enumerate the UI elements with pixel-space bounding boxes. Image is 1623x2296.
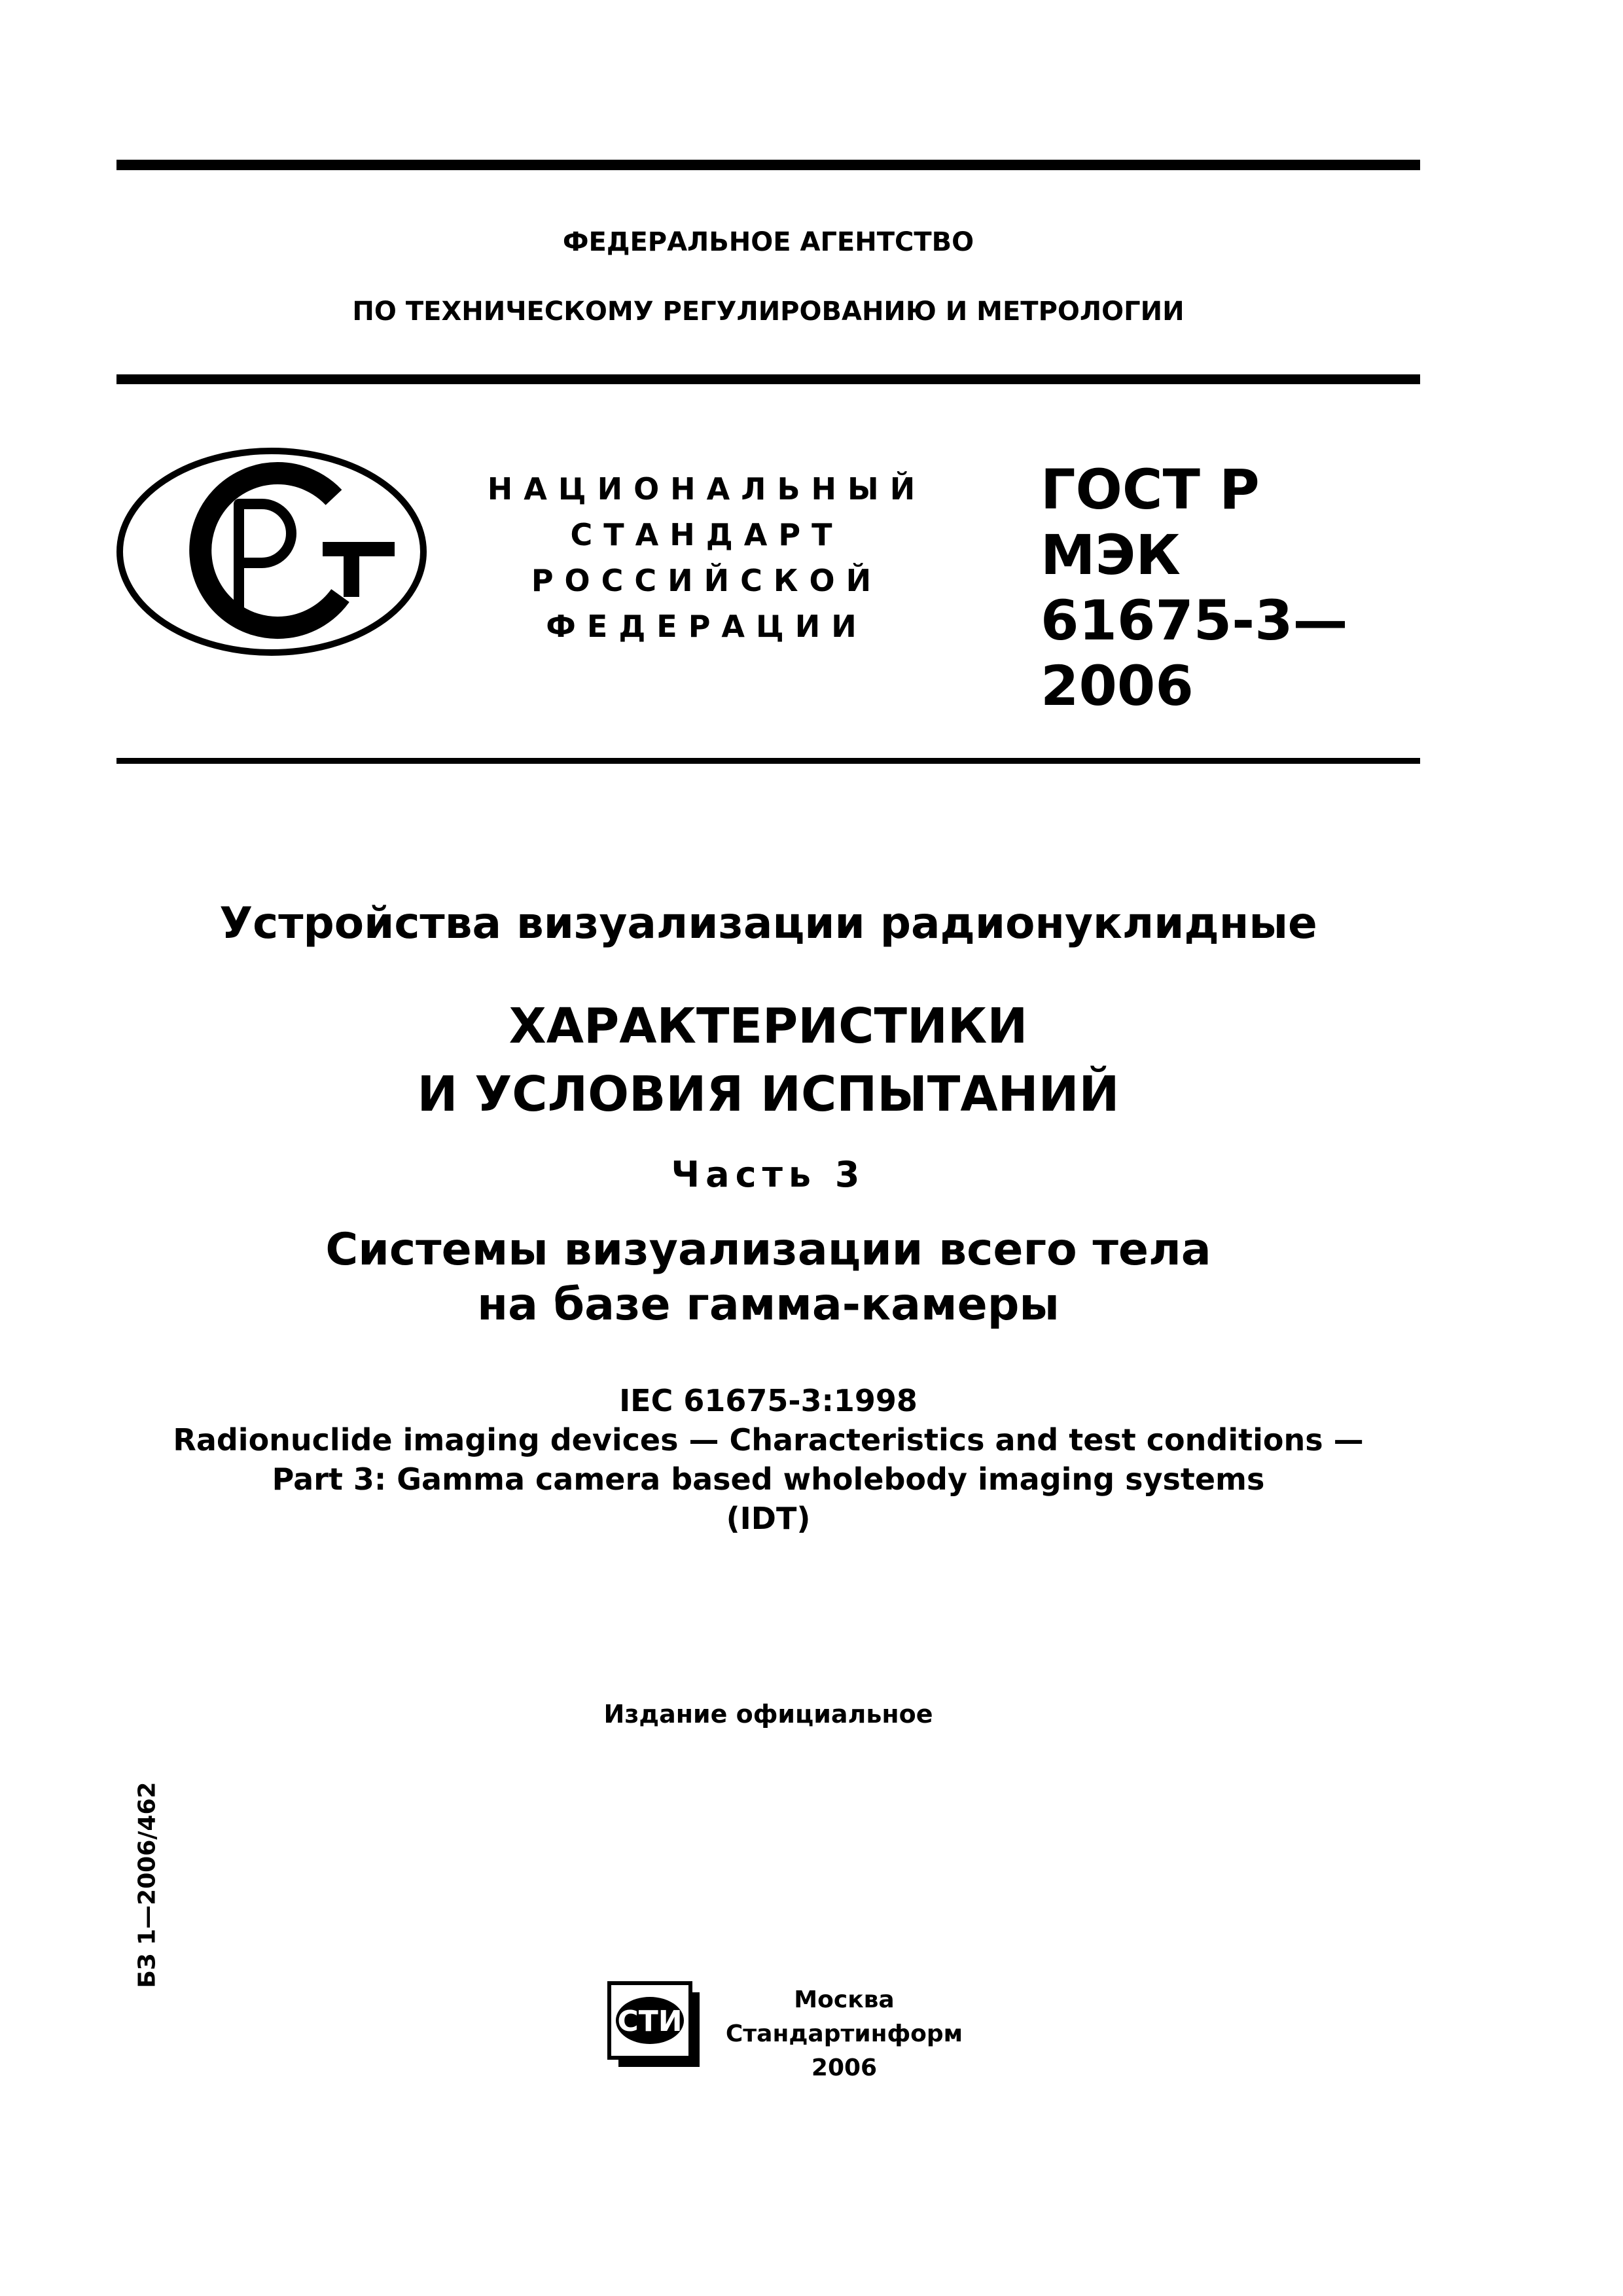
svg-text:СТИ: СТИ xyxy=(617,2005,683,2038)
standard-designation xyxy=(1041,457,1407,719)
gost-r-logo-icon xyxy=(115,444,429,660)
header-rule xyxy=(116,374,1420,384)
title-line-1: Устройства визуализации радионуклидные xyxy=(219,898,1317,948)
national-line: СТАНДАРТ xyxy=(570,517,844,552)
iec-line: IEC 61675-3:1998 xyxy=(619,1383,918,1418)
subtitle-line: Системы визуализации всего тела xyxy=(325,1224,1211,1276)
iec-line: Radionuclide imaging devices — Characteristics and test conditions — xyxy=(173,1422,1364,1458)
agency-line-1: ФЕДЕРАЛЬНОЕ АГЕНТСТВО xyxy=(562,227,974,257)
publisher-info xyxy=(700,1983,988,2085)
national-line: РОССИЙСКОЙ xyxy=(531,563,883,598)
designation-line: 61675-3— xyxy=(1041,588,1348,653)
main-title xyxy=(116,992,1420,1128)
top-rule xyxy=(116,160,1420,170)
national-line: ФЕДЕРАЦИИ xyxy=(546,609,868,644)
edition-label: Издание официальное xyxy=(603,1700,933,1729)
standartinform-logo-icon xyxy=(605,1979,704,2071)
part-label: Часть 3 xyxy=(671,1154,866,1195)
iec-line: Part 3: Gamma camera based wholebody imaging systems xyxy=(272,1462,1265,1497)
publisher-name: Стандартинформ xyxy=(725,2020,963,2047)
designation-line: ГОСТ Р МЭК xyxy=(1041,457,1260,587)
publisher-city: Москва xyxy=(794,1986,895,2013)
national-standard-label xyxy=(458,466,955,649)
designation-line: 2006 xyxy=(1041,654,1194,718)
publisher-year: 2006 xyxy=(811,2054,878,2081)
subtitle-line: на базе гамма-камеры xyxy=(477,1279,1060,1331)
iec-reference xyxy=(116,1381,1420,1538)
subtitle xyxy=(116,1223,1420,1333)
iec-line: (IDT) xyxy=(726,1501,811,1536)
agency-line-2: ПО ТЕХНИЧЕСКОМУ РЕГУЛИРОВАНИЮ И МЕТРОЛОГИИ xyxy=(352,296,1185,327)
main-title-line: И УСЛОВИЯ ИСПЫТАНИЙ xyxy=(417,1066,1120,1122)
national-line: НАЦИОНАЛЬНЫЙ xyxy=(487,471,927,507)
section-rule xyxy=(116,758,1420,764)
side-code: БЗ 1—2006/462 xyxy=(134,1782,161,1988)
main-title-line: ХАРАКТЕРИСТИКИ xyxy=(508,998,1028,1054)
